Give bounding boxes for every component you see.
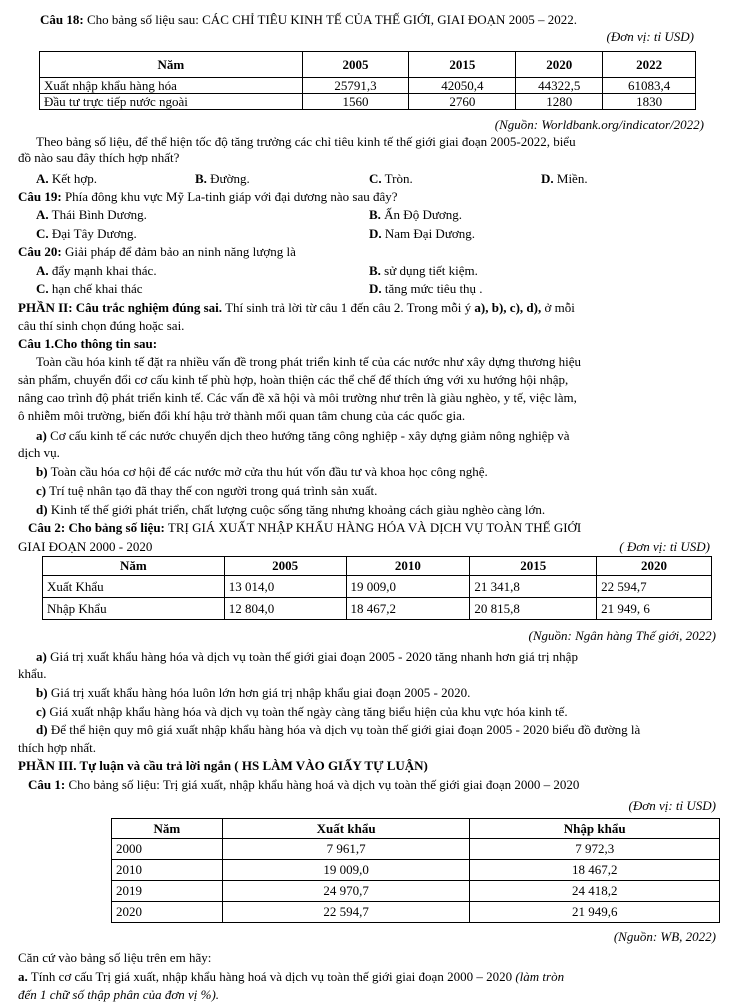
q20-text: Giải pháp để đảm bảo an ninh năng lượng là: [64, 244, 296, 259]
q19-text: Phía đông khu vực Mỹ La-tinh giáp với đại dương nào sau đây?: [64, 189, 398, 204]
q18-cell: 25791,3: [302, 78, 409, 94]
p3-cell: 18 467,2: [470, 860, 720, 881]
option-text: Kết hợp.: [51, 171, 98, 186]
part2-c1-statement-c: [36, 483, 377, 499]
table-row: [40, 94, 696, 110]
statement-text: Để thể hiện quy mô giá xuất nhập khẩu hàng hóa và dịch vụ toàn thế giới giai đoạn 2005 - 2020 biểu đồ đường là: [50, 722, 641, 737]
part3-source: (Nguồn: WB, 2022): [613, 929, 716, 944]
q19-options-row2: [0, 226, 734, 242]
statement-text: Trí tuệ nhân tạo đã thay thế con người trong quá trình sản xuất.: [49, 483, 378, 498]
statement-label: c): [36, 704, 47, 719]
q18-option-d[interactable]: [541, 171, 588, 187]
q18-option-a[interactable]: [36, 171, 97, 187]
q18-option-b[interactable]: [195, 171, 250, 187]
q18-text: Cho bảng số liệu sau: CÁC CHỈ TIÊU KINH TẾ CỦA THẾ GIỚI, GIAI ĐOẠN 2005 – 2022.: [86, 12, 577, 27]
q18-option-c[interactable]: [369, 171, 413, 187]
table-row: [40, 78, 696, 94]
p3-cell: 2010: [112, 860, 223, 881]
part3-c1-number: Câu 1:: [28, 777, 66, 792]
part2-c1-statement-a: [36, 428, 569, 444]
option-text: Tròn.: [384, 171, 413, 186]
part2-desc-a: Thí sinh trả lời từ câu 1 đến câu 2. Trong mỗi ý: [225, 300, 472, 315]
part2-c2-statement-a: [36, 649, 578, 665]
c2-cell: 19 009,0: [346, 576, 470, 598]
option-key: B.: [195, 171, 207, 186]
part3-instruction: Căn cứ vào bảng số liệu trên em hãy:: [18, 950, 212, 965]
p3-cell: 21 949,6: [470, 902, 720, 923]
option-key: D.: [369, 281, 382, 296]
part3-item-a-note: (làm tròn: [515, 969, 565, 984]
q19-options-row1: [0, 207, 734, 223]
option-key: A.: [36, 171, 49, 186]
q20-option-d[interactable]: [369, 281, 483, 297]
p3-cell: 2020: [112, 902, 223, 923]
q20-heading: [18, 244, 296, 260]
part2-c2-statement-a-line2: khẩu.: [18, 666, 47, 681]
part2-title: PHẦN II: Câu trắc nghiệm đúng sai.: [18, 300, 223, 315]
q18-th-3: 2020: [516, 52, 603, 78]
q20-options-row2: [0, 281, 734, 297]
part3-item-a-note-line2: đến 1 chữ số thập phân của đơn vị %).: [18, 987, 220, 1002]
q18-question-line2: đồ nào sau đây thích hợp nhất?: [18, 150, 180, 165]
q18-unit: (Đơn vị: tỉ USD): [606, 29, 694, 44]
statement-label: b): [36, 464, 48, 479]
part2-c2-statement-b: [36, 685, 470, 701]
q18-cell: Đầu tư trực tiếp nước ngoài: [40, 94, 303, 110]
c2-cell: 22 594,7: [597, 576, 712, 598]
p3-th-0: Năm: [112, 819, 223, 839]
q18-th-0: Năm: [40, 52, 303, 78]
part2-desc-b: a), b), c), d),: [474, 300, 542, 315]
part2-c2-title-bold: Câu 2: Cho bảng số liệu:: [28, 520, 165, 535]
q18-table-header: [40, 52, 696, 78]
part2-heading: [18, 300, 575, 316]
part2-c2-table-header: [43, 557, 712, 576]
option-text: Đại Tây Dương.: [51, 226, 137, 241]
q20-option-b[interactable]: [369, 263, 478, 279]
option-key: A.: [36, 207, 49, 222]
q18-cell: 1560: [302, 94, 409, 110]
option-text: Ấn Độ Dương.: [384, 207, 463, 222]
option-text: hạn chế khai thác: [51, 281, 143, 296]
part3-table: [111, 818, 720, 923]
part3-title: PHẦN III. Tự luận và cầu trả lời ngắn ( HS LÀM VÀO GIẤY TỰ LUẬN): [18, 758, 428, 773]
q18-cell: 61083,4: [603, 78, 696, 94]
q19-heading: [18, 189, 398, 205]
c2-cell: 18 467,2: [346, 598, 470, 620]
c2-cell: 20 815,8: [470, 598, 597, 620]
option-text: Miền.: [556, 171, 588, 186]
q19-option-d[interactable]: [369, 226, 475, 242]
option-key: C.: [36, 226, 49, 241]
part2-c1-statement-a-line2: dịch vụ.: [18, 445, 60, 460]
part3-item-a-label: a.: [18, 969, 28, 984]
c2-cell: 13 014,0: [224, 576, 346, 598]
q19-number: Câu 19:: [18, 189, 62, 204]
p3-cell: 22 594,7: [222, 902, 470, 923]
option-text: sử dụng tiết kiệm.: [384, 263, 478, 278]
q18-options: [0, 171, 734, 187]
table-row: [43, 576, 712, 598]
part2-c1-statement-d: [36, 502, 545, 518]
option-key: D.: [369, 226, 382, 241]
c2-th-2: 2010: [346, 557, 470, 576]
q18-question-line1: Theo bảng số liệu, để thể hiện tốc độ tăng trưởng các chỉ tiêu kinh tế thế giới giai đoạn 2005-2022, biểu: [36, 134, 576, 149]
p3-cell: 24 970,7: [222, 881, 470, 902]
part2-c1-title: Câu 1.Cho thông tin sau:: [18, 336, 158, 351]
p3-cell: 7 972,3: [470, 839, 720, 860]
statement-label: a): [36, 649, 47, 664]
q18-cell: 1280: [516, 94, 603, 110]
q18-heading: [40, 12, 577, 28]
part2-c2-title-rest: TRỊ GIÁ XUẤT NHẬP KHẨU HÀNG HÓA VÀ DỊCH VỤ TOÀN THẾ GIỚI: [167, 520, 582, 535]
statement-text: Kinh tế thế giới phát triển, chất lượng cuộc sống tăng nhưng khoảng cách giàu nghèo càng lớn.: [50, 502, 546, 517]
p3-th-1: Xuất khẩu: [222, 819, 470, 839]
c2-th-0: Năm: [43, 557, 225, 576]
part3-c1-text: Cho bảng số liệu: Trị giá xuất, nhập khẩu hàng hoá và dịch vụ toàn thế giới giai đoạn 2000 – 2020: [68, 777, 580, 792]
part3-c1-heading: [28, 777, 579, 793]
part2-c2-table: [42, 556, 712, 620]
table-row: [112, 881, 720, 902]
part2-c1-statement-b: [36, 464, 488, 480]
part2-c2-source: (Nguồn: Ngân hàng Thế giới, 2022): [528, 628, 716, 643]
statement-text: Cơ cấu kinh tế các nước chuyển dịch theo hướng tăng công nghiệp - xây dựng giảm nông nghiệp và: [50, 428, 570, 443]
p3-cell: 7 961,7: [222, 839, 470, 860]
part2-c2-unit: ( Đơn vị: tỉ USD): [619, 539, 710, 554]
q18-source: (Nguồn: Worldbank.org/indicator/2022): [494, 117, 704, 132]
part2-desc-c: ở mỗi: [544, 300, 575, 315]
c2-cell: Xuất Khẩu: [43, 576, 225, 598]
option-key: B.: [369, 207, 381, 222]
part2-c2-title-line2: GIAI ĐOẠN 2000 - 2020: [18, 539, 153, 554]
part3-unit: (Đơn vị: tỉ USD): [628, 798, 716, 813]
option-text: Đường.: [210, 171, 250, 186]
option-key: C.: [36, 281, 49, 296]
q18-cell: Xuất nhập khẩu hàng hóa: [40, 78, 303, 94]
option-text: Thái Bình Dương.: [51, 207, 147, 222]
c2-th-3: 2015: [470, 557, 597, 576]
p3-cell: 19 009,0: [222, 860, 470, 881]
part2-c2-title: [28, 520, 581, 536]
statement-text: Toàn cầu hóa cơ hội để các nước mở cửa thu hút vốn đầu tư và khoa học công nghệ.: [50, 464, 488, 479]
c2-cell: Nhập Khẩu: [43, 598, 225, 620]
q18-number: Câu 18:: [40, 12, 84, 27]
option-key: D.: [541, 171, 554, 186]
option-text: đẩy mạnh khai thác.: [51, 263, 157, 278]
statement-text: Giá xuất nhập khẩu hàng hóa và dịch vụ toàn thế ngày càng tăng biểu hiện của khu vực hóa kinh tế.: [49, 704, 568, 719]
option-key: B.: [369, 263, 381, 278]
table-row: [112, 839, 720, 860]
option-key: A.: [36, 263, 49, 278]
part3-item-a: [18, 969, 564, 985]
part3-table-header: [112, 819, 720, 839]
part3-item-a-text: Tính cơ cấu Trị giá xuất, nhập khẩu hàng hoá và dịch vụ toàn thế giới giai đoạn 2000 – 2020: [30, 969, 513, 984]
q18-cell: 2760: [409, 94, 516, 110]
part2-c1-para-line3: nâng cao trình độ phát triển kinh tế. Các vấn đề xã hội và môi trường như trên là giàu nghèo, y tế, việc làm,: [18, 390, 577, 405]
c2-cell: 12 804,0: [224, 598, 346, 620]
p3-cell: 24 418,2: [470, 881, 720, 902]
part2-c1-para-line1: Toàn cầu hóa kinh tế đặt ra nhiều vấn đề trong phát triển kinh tế của các nước như xây dựng thương hiệu: [36, 354, 581, 369]
q19-option-b[interactable]: [369, 207, 462, 223]
q19-option-c[interactable]: [36, 226, 137, 242]
statement-label: a): [36, 428, 47, 443]
q18-cell: 42050,4: [409, 78, 516, 94]
q20-number: Câu 20:: [18, 244, 62, 259]
part2-c1-para-line2: sản phẩm, chuyển đổi cơ cấu kinh tế phù hợp, hoàn thiện các thể chế để thích ứng với xu hướng hội nhập,: [18, 372, 569, 387]
p3-cell: 2019: [112, 881, 223, 902]
table-row: [112, 902, 720, 923]
part2-desc-line2: câu thí sinh chọn đúng hoặc sai.: [18, 318, 185, 333]
statement-text: Giá trị xuất khẩu hàng hóa luôn lớn hơn giá trị nhập khẩu giai đoạn 2005 - 2020.: [50, 685, 471, 700]
part2-c2-statement-d: [36, 722, 640, 738]
q20-options-row1: [0, 263, 734, 279]
statement-label: d): [36, 502, 48, 517]
c2-th-4: 2020: [597, 557, 712, 576]
q19-option-a[interactable]: [36, 207, 147, 223]
statement-label: c): [36, 483, 47, 498]
statement-label: b): [36, 685, 48, 700]
p3-th-2: Nhập khẩu: [470, 819, 720, 839]
part2-c1-para-line4: ô nhiễm môi trường, biến đổi khí hậu trở thành mối quan tâm chung của các quốc gia.: [18, 408, 466, 423]
table-row: [112, 860, 720, 881]
statement-text: Giá trị xuất khẩu hàng hóa và dịch vụ toàn thế giới giai đoạn 2005 - 2020 tăng nhanh hơn giá trị nhập: [50, 649, 578, 664]
c2-cell: 21 341,8: [470, 576, 597, 598]
p3-cell: 2000: [112, 839, 223, 860]
c2-cell: 21 949, 6: [597, 598, 712, 620]
q18-th-2: 2015: [409, 52, 516, 78]
table-row: [43, 598, 712, 620]
q18-th-1: 2005: [302, 52, 409, 78]
q20-option-a[interactable]: [36, 263, 157, 279]
q18-cell: 1830: [603, 94, 696, 110]
part2-c2-statement-c: [36, 704, 568, 720]
q18-th-4: 2022: [603, 52, 696, 78]
q18-cell: 44322,5: [516, 78, 603, 94]
option-text: tăng mức tiêu thụ .: [384, 281, 483, 296]
q20-option-c[interactable]: [36, 281, 142, 297]
c2-th-1: 2005: [224, 557, 346, 576]
q18-table: [39, 51, 696, 110]
statement-label: d): [36, 722, 48, 737]
option-text: Nam Đại Dương.: [384, 226, 475, 241]
option-key: C.: [369, 171, 382, 186]
part2-c2-statement-d-line2: thích hợp nhất.: [18, 740, 96, 755]
